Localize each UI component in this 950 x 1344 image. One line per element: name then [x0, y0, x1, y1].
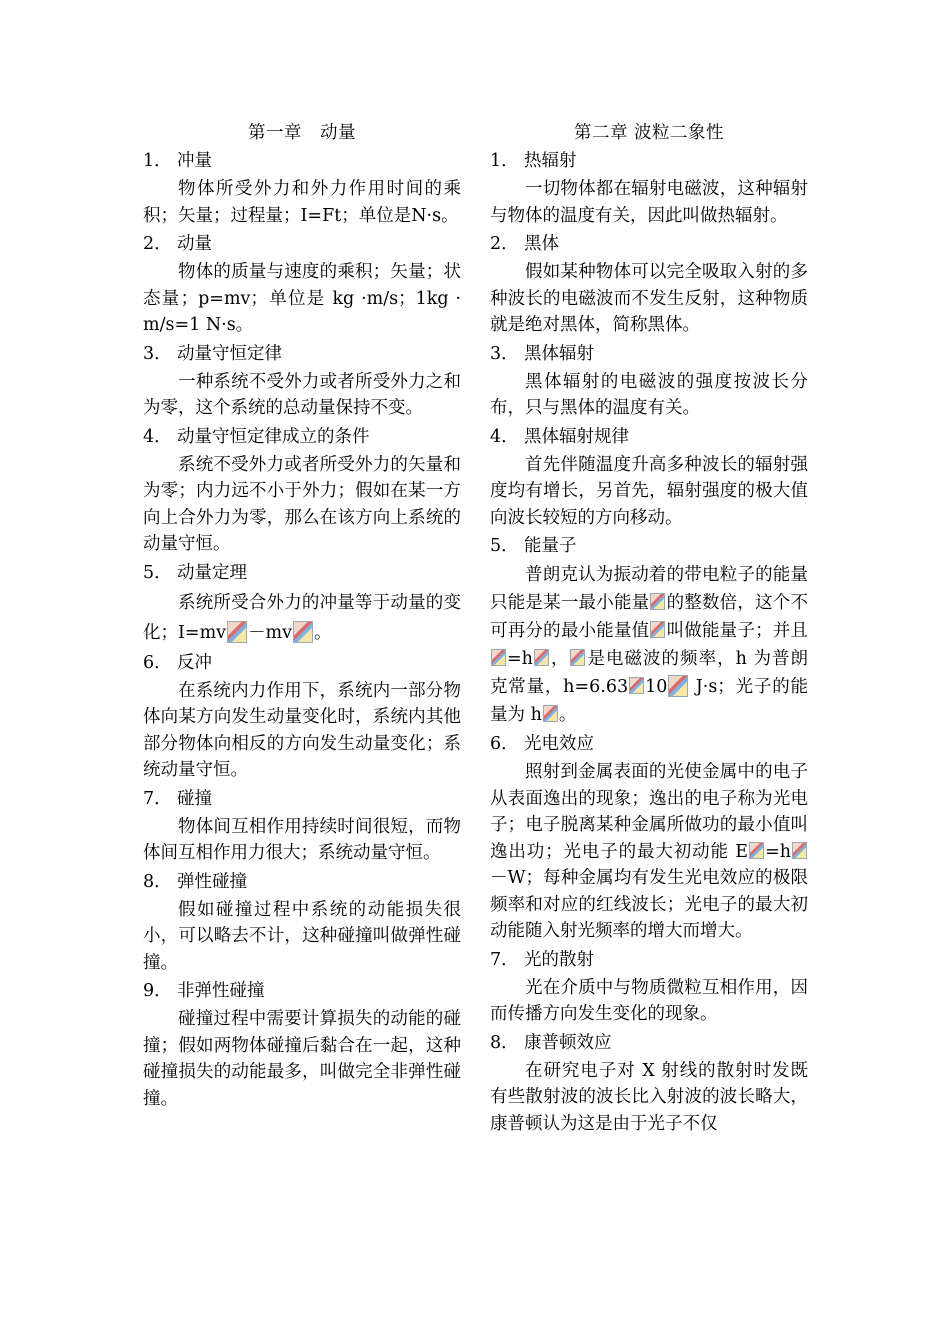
section-heading: [143, 341, 461, 369]
chapter-title-right: 第二章 波粒二象性: [573, 123, 725, 143]
formula-image-icon: [491, 649, 506, 666]
section-number: 5．: [490, 536, 519, 556]
body-text: =h: [507, 649, 533, 669]
formula-image-icon: [650, 593, 665, 610]
body-text: J·s；光子的能量为 h: [490, 677, 808, 725]
body-text: －mv: [248, 622, 293, 643]
body-text: 系统所受合外力的冲量等于动量的变化；I=mv: [143, 592, 461, 643]
section-body: 假如某种物体可以完全吸取入射的多种波长的电磁波而不发生反射，这种物质就是绝对黑体，简称黑体。: [490, 262, 808, 335]
section-number: 1．: [490, 151, 519, 171]
body-text: =h: [765, 841, 791, 862]
section-body: 在系统内力作用下，系统内一部分物体向某方向发生动量变化时，系统内其他部分物体向相反的方向发生动量变化；系统动量守恒。: [143, 680, 461, 780]
section-title: 非弹性碰撞: [177, 981, 265, 1001]
left-column: [143, 120, 461, 1114]
formula-image-icon: [749, 842, 764, 859]
body-text: ，: [549, 649, 570, 669]
section-heading: [490, 731, 808, 759]
section-number: 8．: [143, 871, 172, 892]
section-body: [490, 561, 808, 729]
section-heading: [143, 786, 461, 814]
section-title: 黑体辐射: [524, 343, 594, 364]
formula-image-icon: [792, 842, 807, 859]
formula-image-icon: [650, 621, 665, 638]
body-text: 。: [558, 705, 577, 725]
section-heading: [490, 231, 808, 259]
formula-image-icon: [293, 621, 313, 643]
section-number: 5．: [143, 562, 172, 583]
section-heading: [490, 424, 808, 452]
formula-image-icon: [534, 649, 549, 666]
section-body: [143, 588, 461, 648]
section-body: 物体的质量与速度的乘积；矢量；状态量；p=mv；单位是 kg ·m/s；1kg ·m/s=1 N·s。: [143, 262, 461, 335]
body-text: 是电磁波的频率，h 为普朗克常量，h=6.63: [490, 649, 808, 697]
section-body: 物体所受外力和外力作用时间的乘积；矢量；过程量；I=Ft；单位是N·s。: [143, 179, 461, 226]
section-title: 冲量: [177, 151, 212, 171]
body-text: 的整数倍，这个不可再分的最小能量值: [490, 593, 809, 641]
section-number: 4．: [143, 426, 172, 447]
section-heading: [143, 978, 461, 1006]
section-title: 弹性碰撞: [177, 871, 247, 892]
section-number: 2．: [143, 234, 172, 254]
formula-image-icon: [570, 649, 585, 666]
section-title: 动量守恒定律成立的条件: [177, 426, 370, 447]
section-title: 能量子: [524, 536, 577, 556]
section-body: [490, 759, 808, 945]
section-number: 3．: [490, 343, 519, 364]
section-number: 6．: [490, 734, 519, 754]
formula-image-icon: [227, 621, 247, 643]
formula-image-icon: [543, 705, 558, 722]
section-number: 6．: [143, 652, 172, 673]
section-heading: [143, 560, 461, 588]
section-body: 碰撞过程中需要计算损失的动能的碰撞；假如两物体碰撞后黏合在一起，这种碰撞损失的动能最多，叫做完全非弹性碰撞。: [143, 1009, 461, 1109]
formula-image-icon: [668, 675, 688, 697]
section-title: 动量守恒定律: [177, 343, 282, 364]
section-heading: [143, 869, 461, 897]
right-column: [490, 120, 808, 1139]
body-text: 。: [314, 622, 332, 643]
section-heading: [490, 533, 808, 561]
section-heading: [143, 424, 461, 452]
section-number: 3．: [143, 343, 172, 364]
section-title: 光的散射: [524, 949, 594, 970]
body-text: －W；每种金属均有发生光电效应的极限频率和对应的红线波长；光电子的最大初动能随入射光频率的增大而增大。: [490, 868, 808, 941]
section-title: 反冲: [177, 652, 212, 673]
section-body: 物体间互相作用持续时间很短，而物体间互相作用力很大；系统动量守恒。: [143, 816, 461, 863]
section-heading: [490, 341, 808, 369]
section-title: 康普顿效应: [524, 1032, 612, 1053]
section-title: 光电效应: [524, 734, 594, 754]
section-heading: [490, 947, 808, 975]
body-text: 叫做能量子；并且: [666, 621, 809, 641]
section-heading: [490, 1030, 808, 1058]
section-heading: [143, 650, 461, 678]
section-heading: [143, 148, 461, 176]
section-body: 系统不受外力或者所受外力的矢量和为零；内力远不小于外力；假如在某一方向上合外力为零，那么在该方向上系统的动量守恒。: [143, 454, 461, 554]
section-heading: [490, 148, 808, 176]
section-number: 7．: [490, 949, 519, 970]
section-body: 黑体辐射的电磁波的强度按波长分布，只与黑体的温度有关。: [490, 371, 808, 418]
section-title: 动量: [177, 234, 212, 254]
section-title: 黑体: [524, 234, 559, 254]
section-body: 假如碰撞过程中系统的动能损失很小，可以略去不计，这种碰撞叫做弹性碰撞。: [143, 899, 461, 973]
section-title: 黑体辐射规律: [524, 426, 629, 447]
section-body: 在研究电子对 X 射线的散射时发既有些散射波的波长比入射波的波长略大，康普顿认为这是由于光子不仅: [490, 1060, 808, 1134]
section-body: 光在介质中与物质微粒互相作用，因而传播方向发生变化的现象。: [490, 977, 808, 1024]
body-text: 10: [645, 677, 668, 697]
section-title: 碰撞: [177, 788, 212, 809]
body-text: 普朗克认为振动着的带电粒子的能量只能是某一最小能量: [490, 565, 808, 613]
section-number: 7．: [143, 788, 172, 809]
body-text: 照射到金属表面的光使金属中的电子从表面逸出的现象；逸出的电子称为光电子；电子脱离某种金属所做功的最小值叫逸出功；光电子的最大初动能 E: [490, 762, 808, 862]
chapter-title-left: 第一章 动量: [248, 123, 356, 143]
section-number: 1．: [143, 151, 172, 171]
formula-image-icon: [629, 677, 644, 694]
section-number: 4．: [490, 426, 519, 447]
section-body: 一种系统不受外力或者所受外力之和为零，这个系统的总动量保持不变。: [143, 371, 461, 418]
section-heading: [143, 231, 461, 259]
section-number: 2．: [490, 234, 519, 254]
section-number: 9．: [143, 981, 172, 1001]
section-title: 动量定理: [177, 562, 247, 583]
section-body: 一切物体都在辐射电磁波，这种辐射与物体的温度有关，因此叫做热辐射。: [490, 179, 808, 226]
section-title: 热辐射: [524, 151, 577, 171]
section-body: 首先伴随温度升高多种波长的辐射强度均有增长，另首先，辐射强度的极大值向波长较短的方向移动。: [490, 454, 808, 528]
section-number: 8．: [490, 1032, 519, 1053]
